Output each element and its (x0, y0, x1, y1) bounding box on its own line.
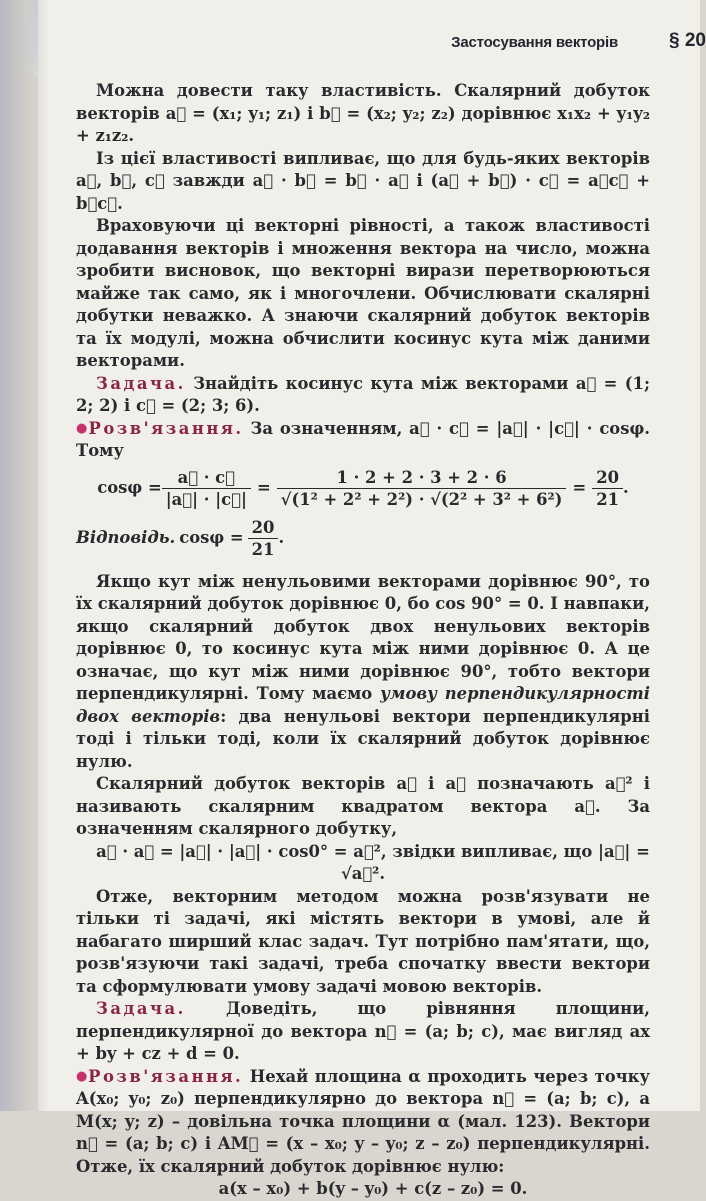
solution-1-label: Розв'язання. (88, 418, 244, 438)
solution-2 (76, 1066, 650, 1179)
fraction-computation (277, 467, 567, 511)
page-content (76, 80, 650, 1201)
task-1 (76, 373, 650, 418)
perpendicularity-condition: умову перпендикулярності двох векторів (76, 684, 650, 726)
task-1-label: Задача. (96, 373, 186, 393)
fraction-denominator: |a⃗| · |c⃗| (165, 489, 247, 509)
cosine-formula: cosφ = $\frac{a⃗ \cdot c⃗}{|a⃗| \cdot |c⃗|}$ = $\frac{1 \cdot 2 + 2 \cdot 3 + 2 \cdot 6}{\text{√(1² + 2² + 2²) · √(2² + 3² + 6²)}}$ = $\frac{20}{21}$ . (97, 467, 629, 509)
paragraph-consequence: Із цієї властивості випливає, що для будь-яких векторів a⃗, b⃗, c⃗ завжди a⃗ · b⃗ = b⃗ · a⃗ і (a⃗ + b⃗) · c⃗ = a⃗c⃗ + b⃗c⃗. (76, 148, 650, 213)
paragraph-scalar-square: Скалярний добуток векторів a⃗ і a⃗ позначають a⃗² і називають скалярним квадратом вектора a⃗. За означенням скалярного добутку, (76, 774, 650, 838)
task-2-text: Доведіть, що рівняння площини, перпендикулярної до вектора n⃗ = (a; b; c), має вигляд ax + by + cz + d = 0. (76, 999, 650, 1063)
running-head: Застосування векторів (451, 34, 618, 51)
fraction-numerator: 20 (592, 467, 623, 489)
fraction-denominator: 21 (596, 489, 619, 509)
answer-label: Відповідь. (76, 528, 176, 548)
solution-1 (76, 418, 650, 463)
answer-1: Відповідь. cosφ = $\frac{20}{21}$ . (76, 517, 285, 559)
fraction-denominator: √(1² + 2² + 2²) · √(2² + 3² + 6²) (280, 489, 563, 509)
fraction-definition (162, 467, 251, 511)
bullet-icon: ● (76, 1068, 89, 1084)
paragraph-polynomials: Враховуючи ці векторні рівності, а також властивості додавання векторів і множення вектора на число, можна зробити висновок, що векторні вирази перетворюються майже так само, як і многочлени. Обчислювати скалярні добутки неважко. А знаючи скалярний добуток векторів та їх модулі, можна обчислити косинус кута між даними векторами. (76, 216, 650, 370)
task-1-text: Знайдіть косинус кута між векторами a⃗ = (1; 2; 2) і c⃗ = (2; 3; 6). (76, 373, 650, 415)
formula-scalar-square: a⃗ · a⃗ = |a⃗| · |a⃗| · cos0° = a⃗², звідки випливає, що |a⃗| = √a⃗². (96, 841, 650, 883)
bullet-icon: ● (76, 420, 89, 436)
solution-2-text: Нехай площина α проходить через точку A(x₀; y₀; z₀) перпендикулярно до вектора n⃗ = (a; b; c), а M(x; y; z) – довільна точка площини α (мал. 123). Вектори n⃗ = (a; b; c) і AM⃗ = (x – x₀; y – y₀; z – z₀) перпендикулярні. Отже, їх скалярний добуток дорівнює нулю: (76, 1066, 651, 1176)
answer-fraction (248, 517, 279, 561)
perpendicularity-text-a: Якщо кут між ненульовими векторами дорівнює 90°, то їх скалярний добуток дорівнює 0, бо cos 90° = 0. І навпаки, якщо скалярний добуток двох ненульових векторів дорівнює 0, то косинус кута між ними дорівнює 0. А це означає, що кут між ними дорівнює 90°, тобто вектори перпендикулярні. Тому маємо (76, 571, 650, 703)
page-gutter-shadow (0, 0, 48, 1111)
solution-1-text: За означенням, a⃗ · c⃗ = |a⃗| · |c⃗| · cosφ. Тому (76, 418, 651, 460)
fraction-numerator: 1 · 2 + 2 · 3 + 2 · 6 (277, 467, 567, 489)
formula-plane-equation: a(x – x₀) + b(y – y₀) + c(z – z₀) = 0. (218, 1179, 528, 1198)
fraction-numerator: a⃗ · c⃗ (162, 467, 251, 489)
task-2 (76, 998, 650, 1066)
fraction-numerator: 20 (248, 517, 279, 539)
paragraph-perpendicularity (76, 571, 650, 774)
perpendicularity-text-b: : два ненульові вектори перпендикулярні тоді і тільки тоді, коли їх скалярний добуток дорівнює нулю. (76, 706, 650, 771)
paragraph-property: Можна довести таку властивість. Скалярний добуток векторів a⃗ = (x₁; y₁; z₁) і b⃗ = (x₂; y₂; z₂) дорівнює x₁x₂ + y₁y₂ + z₁z₂. (76, 81, 650, 145)
fraction-denominator: 21 (251, 539, 275, 559)
paragraph-vector-method: Отже, векторним методом можна розв'язувати не тільки ті задачі, які містять вектори в умові, але й набагато ширший клас задач. Тут потрібно пам'ятати, що, розв'язуючи такі задачі, треба спочатку ввести вектори та сформулювати умову задачі мовою векторів. (76, 886, 650, 996)
task-2-label: Задача. (96, 999, 186, 1018)
answer-text: cosφ = (179, 528, 244, 548)
section-number: § 20 (669, 30, 706, 51)
solution-2-label: Розв'язання. (88, 1066, 244, 1086)
cos-lhs: cosφ = (97, 478, 162, 498)
fraction-result (592, 467, 623, 511)
